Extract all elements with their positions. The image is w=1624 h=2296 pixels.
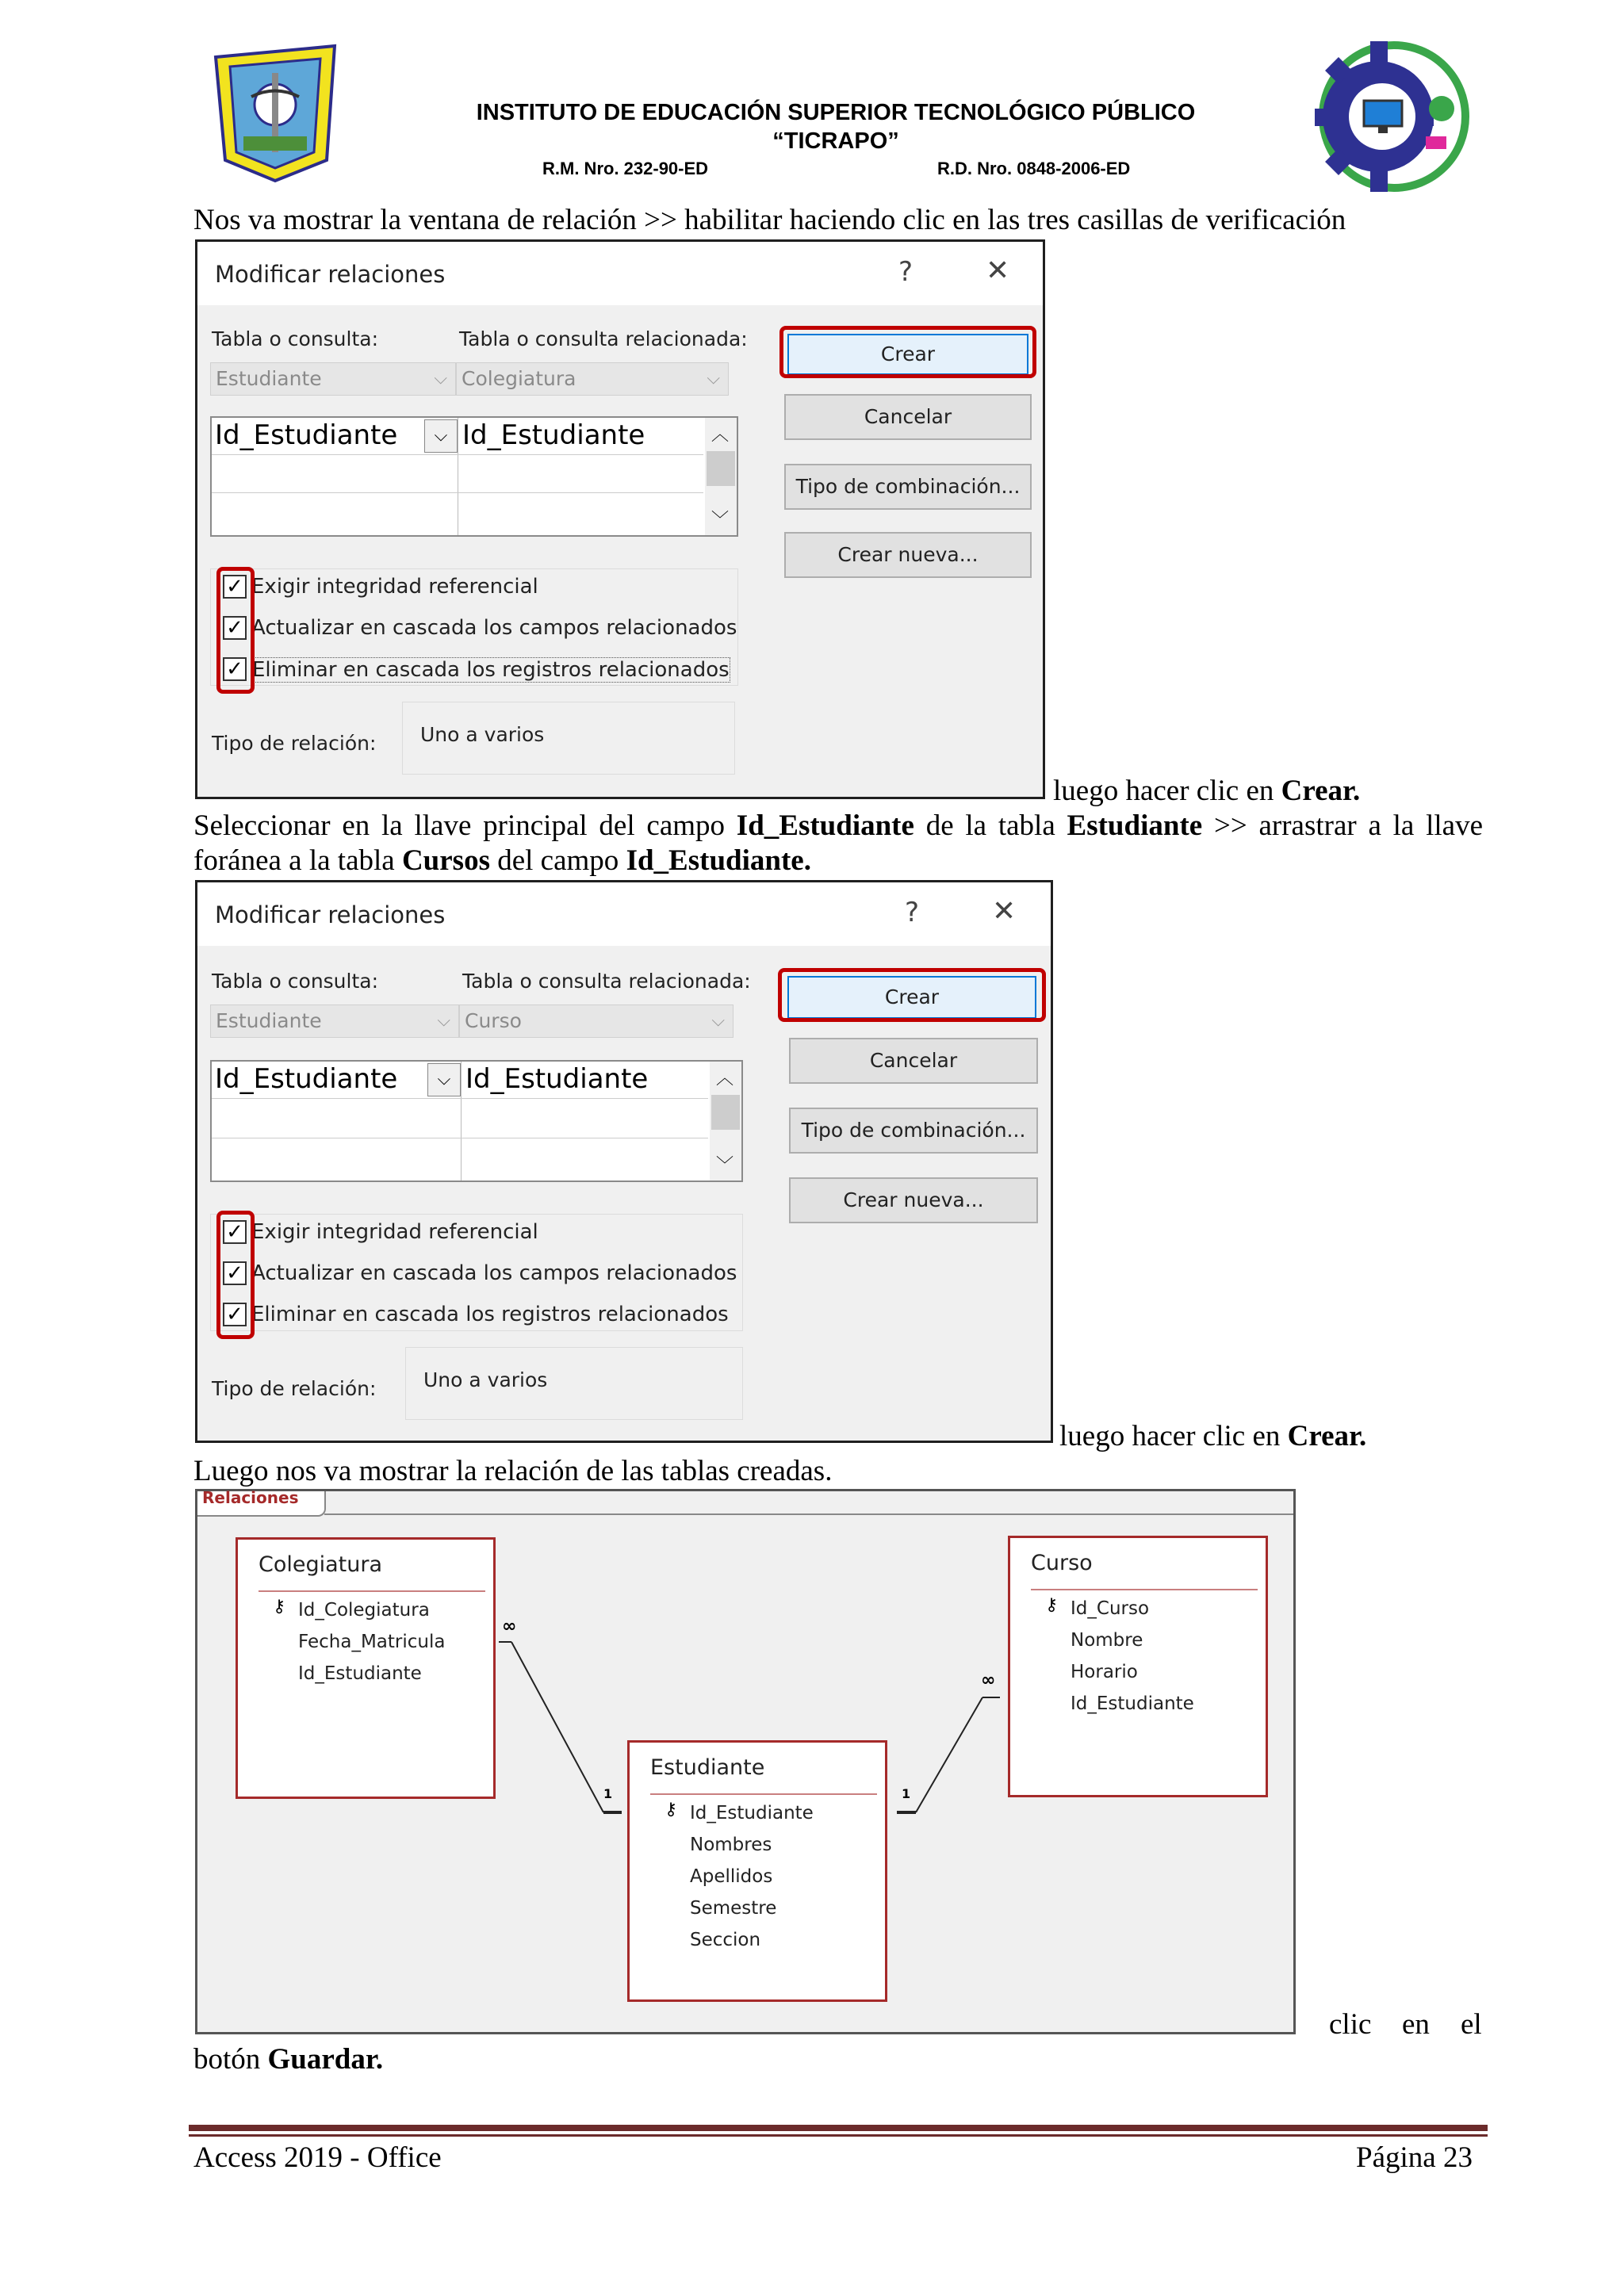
reltype-value: Uno a varios [402, 702, 735, 775]
related-table-select[interactable] [459, 1004, 733, 1038]
option-cascade-update: Actualizar en cascada los campos relacionados [251, 1261, 737, 1285]
field-left[interactable]: Id_Estudiante [215, 419, 398, 451]
related-table-select-value: Colegiatura [462, 367, 576, 390]
dialog-modify-relations-1 [195, 239, 1045, 799]
footer-bar-thin [189, 2134, 1488, 2137]
institute-short-name: “TICRAPO” [772, 128, 899, 154]
field-left[interactable]: Id_Estudiante [215, 1063, 398, 1095]
paragraph-click-create-1: luego hacer clic en Crear. [1053, 775, 1361, 807]
create-new-button[interactable]: Crear nueva... [789, 1177, 1038, 1223]
field-item[interactable]: Apellidos [690, 1866, 773, 1887]
footer-left: Access 2019 - Office [193, 2141, 442, 2174]
primary-key-icon: ⚷ [665, 1800, 678, 1820]
option-cascade-delete: Eliminar en cascada los registros relacionados [252, 658, 730, 682]
checkbox-cascade-update[interactable]: ✓ [223, 616, 247, 640]
field-item[interactable]: Id_Curso [1071, 1598, 1150, 1619]
chevron-down-icon: ⌵ [707, 369, 720, 388]
related-table-select-value: Curso [465, 1009, 522, 1032]
paragraph-relations-intro: Luego nos va mostrar la relación de las tablas creadas. [193, 1455, 833, 1487]
fields-grid[interactable] [210, 1060, 743, 1182]
institute-name: INSTITUTO DE EDUCACIÓN SUPERIOR TECNOLÓGICO PÚBLICO [476, 100, 1196, 125]
field-item[interactable]: Semestre [690, 1898, 777, 1919]
table-title: Colegiatura [259, 1552, 383, 1577]
chevron-down-icon: ⌵ [711, 1011, 725, 1031]
checkbox-enforce-integrity[interactable]: ✓ [223, 1220, 247, 1244]
field-item[interactable]: Id_Estudiante [690, 1803, 814, 1823]
one-symbol: 1 [902, 1786, 911, 1801]
primary-key-icon: ⚷ [273, 1597, 286, 1617]
table-estudiante[interactable] [627, 1740, 887, 2002]
dialog-modify-relations-2 [195, 880, 1053, 1443]
paragraph-save-line2: botón Guardar. [193, 2043, 384, 2076]
checkbox-cascade-delete[interactable]: ✓ [223, 1303, 247, 1326]
checkbox-cascade-delete[interactable]: ✓ [223, 657, 247, 681]
close-icon[interactable]: ✕ [986, 254, 1010, 287]
primary-key-icon: ⚷ [1045, 1595, 1059, 1615]
cancel-button[interactable]: Cancelar [789, 1038, 1038, 1084]
many-symbol: ∞ [502, 1617, 517, 1636]
join-type-button[interactable]: Tipo de combinación... [789, 1108, 1038, 1154]
create-button[interactable]: Crear [787, 334, 1028, 375]
field-dropdown-button[interactable]: ⌵ [424, 419, 458, 453]
option-cascade-delete: Eliminar en cascada los registros relacionados [251, 1303, 729, 1326]
field-item[interactable]: Nombres [690, 1835, 772, 1855]
close-icon[interactable]: ✕ [992, 895, 1017, 928]
reltype-value: Uno a varios [405, 1347, 743, 1420]
field-dropdown-button[interactable]: ⌵ [427, 1063, 461, 1096]
field-item[interactable]: Id_Estudiante [298, 1663, 422, 1684]
rd-number: R.D. Nro. 0848-2006-ED [937, 159, 1131, 178]
create-new-button[interactable]: Crear nueva... [784, 532, 1032, 578]
paragraph-intro: Nos va mostrar la ventana de relación >> habilitar haciendo clic en las tres casillas de verificación [193, 204, 1346, 236]
label-table: Tabla o consulta: [212, 327, 379, 350]
field-item[interactable]: Id_Estudiante [1071, 1693, 1194, 1714]
table-title: Curso [1031, 1551, 1093, 1575]
field-item[interactable]: Fecha_Matricula [298, 1632, 446, 1652]
help-button[interactable]: ? [898, 256, 914, 288]
paragraph-click-create-2: luego hacer clic en Crear. [1059, 1420, 1367, 1452]
checkbox-enforce-integrity[interactable]: ✓ [223, 575, 247, 599]
label-related-table: Tabla o consulta relacionada: [462, 970, 751, 993]
paragraph-drag-instruction-line2: foránea a la tabla Cursos del campo Id_Estudiante. [193, 844, 811, 877]
field-item[interactable]: Id_Colegiatura [298, 1600, 430, 1621]
field-right[interactable]: Id_Estudiante [462, 419, 645, 451]
scroll-down-icon[interactable]: ﹀ [711, 511, 730, 530]
field-item[interactable]: Horario [1071, 1662, 1138, 1682]
reltype-label: Tipo de relación: [212, 1377, 377, 1400]
checkbox-cascade-update[interactable]: ✓ [223, 1261, 247, 1285]
dialog-body [197, 305, 1043, 797]
dialog-title: Modificar relaciones [215, 901, 446, 928]
checkboxes-highlight [216, 1211, 255, 1339]
table-title: Estudiante [650, 1755, 765, 1780]
related-table-select[interactable] [456, 362, 729, 396]
label-related-table: Tabla o consulta relacionada: [459, 327, 748, 350]
label-table: Tabla o consulta: [212, 970, 379, 993]
grid-scrollbar[interactable] [710, 1062, 741, 1181]
table-select-value: Estudiante [216, 1009, 322, 1032]
page-number: Página 23 [1356, 2141, 1473, 2174]
paragraph-save-word-3: el [1461, 2008, 1482, 2041]
join-type-button[interactable]: Tipo de combinación... [784, 464, 1032, 510]
field-right[interactable]: Id_Estudiante [465, 1063, 649, 1095]
paragraph-save-word-1: clic [1329, 2008, 1372, 2041]
footer-bar [189, 2125, 1488, 2131]
table-select[interactable] [210, 362, 456, 396]
scroll-up-icon[interactable]: ︿ [716, 1069, 734, 1089]
grid-scrollbar[interactable] [705, 418, 737, 535]
relationships-tab-label: Relaciones [202, 1488, 299, 1507]
dialog-title: Modificar relaciones [215, 261, 446, 288]
create-button[interactable]: Crear [787, 976, 1036, 1019]
table-select[interactable] [210, 1004, 459, 1038]
fields-grid[interactable] [210, 416, 738, 537]
field-item[interactable]: Seccion [690, 1930, 761, 1950]
option-enforce-integrity: Exigir integridad referencial [251, 1220, 538, 1244]
field-item[interactable]: Nombre [1071, 1630, 1143, 1651]
help-button[interactable]: ? [905, 897, 920, 928]
reltype-label: Tipo de relación: [212, 732, 377, 755]
relationships-panel [195, 1489, 1296, 2034]
many-symbol: ∞ [981, 1670, 996, 1690]
rm-number: R.M. Nro. 232-90-ED [542, 159, 709, 178]
chevron-down-icon: ⌵ [434, 369, 447, 388]
table-colegiatura[interactable] [236, 1537, 496, 1799]
paragraph-drag-instruction-line1: Seleccionar en la llave principal del campo Id_Estudiante de la tabla Estudiante >> arrastrar a la llave [193, 809, 1484, 842]
create-button-highlight [779, 326, 1036, 378]
create-button-highlight [778, 968, 1046, 1022]
one-symbol: 1 [603, 1786, 613, 1801]
table-curso[interactable] [1008, 1536, 1268, 1797]
cancel-button[interactable]: Cancelar [784, 394, 1032, 440]
dialog-body [197, 946, 1051, 1441]
option-enforce-integrity: Exigir integridad referencial [251, 575, 538, 599]
checkboxes-highlight [216, 567, 255, 694]
scroll-up-icon[interactable]: ︿ [711, 425, 730, 445]
paragraph-save-word-2: en [1402, 2008, 1430, 2041]
option-cascade-update: Actualizar en cascada los campos relacionados [251, 616, 737, 640]
scroll-down-icon[interactable]: ﹀ [716, 1156, 734, 1176]
chevron-down-icon: ⌵ [437, 1011, 450, 1031]
table-select-value: Estudiante [216, 367, 322, 390]
